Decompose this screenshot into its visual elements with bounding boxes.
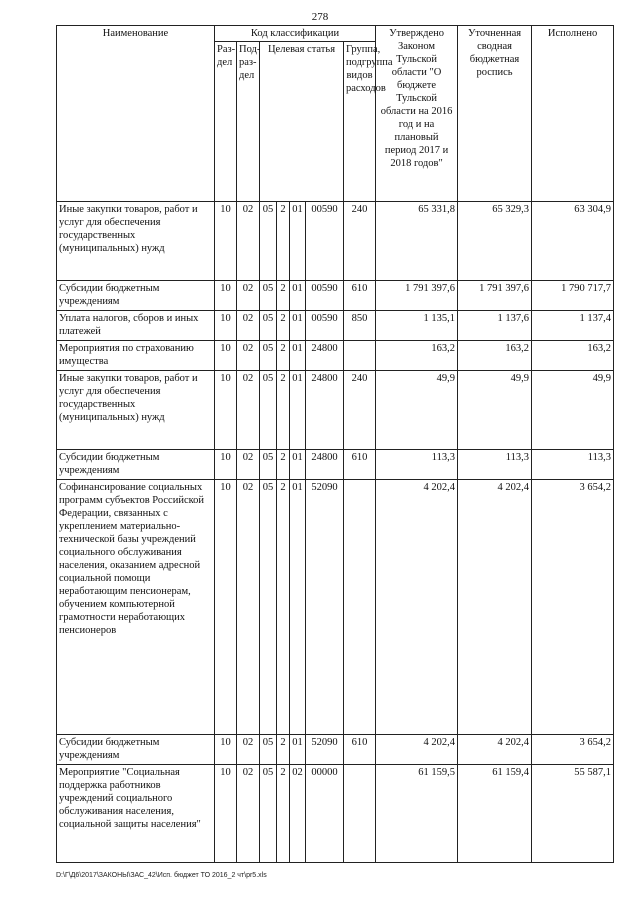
header-expense-group: Группа, подгруппа видов расходов (344, 42, 376, 202)
row-subsection: 02 (237, 281, 260, 311)
table-row (57, 371, 614, 450)
row-section: 10 (215, 450, 237, 480)
row-name: Иные закупки товаров, работ и услуг для обеспечения государственных (муниципальных) нужд (57, 371, 215, 450)
row-article-part-3: 01 (290, 311, 306, 341)
row-subsection: 02 (237, 450, 260, 480)
row-name: Мероприятия по страхованию имущества (57, 341, 215, 371)
row-section: 10 (215, 341, 237, 371)
table-row (57, 311, 614, 341)
row-executed: 55 587,1 (532, 765, 614, 863)
row-article-part-2: 2 (277, 480, 290, 735)
row-expense-group: 240 (344, 371, 376, 450)
footer-file-path: D:\Г\Д6\2017\ЗАКОНЫ\ЗАС_42\Исп. бюджет ТО 2016_2 чт\pr5.xls (56, 872, 267, 879)
header-approved: Утверждено Законом Тульской области "О бюджете Тульской области на 2016 год и на плановый период 2017 и 2018 годов" (376, 26, 458, 202)
row-refined: 49,9 (458, 371, 532, 450)
row-expense-group (344, 765, 376, 863)
row-executed: 1 790 717,7 (532, 281, 614, 311)
table-row (57, 765, 614, 863)
row-refined: 4 202,4 (458, 735, 532, 765)
row-expense-group: 240 (344, 202, 376, 281)
row-name: Субсидии бюджетным учреждениям (57, 281, 215, 311)
row-refined: 1 791 397,6 (458, 281, 532, 311)
row-name: Субсидии бюджетным учреждениям (57, 735, 215, 765)
row-approved: 4 202,4 (376, 735, 458, 765)
row-article-part-2: 2 (277, 281, 290, 311)
row-article-part-3: 01 (290, 450, 306, 480)
row-approved: 163,2 (376, 341, 458, 371)
row-executed: 113,3 (532, 450, 614, 480)
row-executed: 3 654,2 (532, 480, 614, 735)
row-refined: 163,2 (458, 341, 532, 371)
row-article-part-4: 00000 (306, 765, 344, 863)
table-row (57, 480, 614, 735)
row-article-part-1: 05 (260, 311, 277, 341)
row-article-part-4: 24800 (306, 371, 344, 450)
row-executed: 1 137,4 (532, 311, 614, 341)
row-approved: 1 791 397,6 (376, 281, 458, 311)
row-subsection: 02 (237, 735, 260, 765)
row-refined: 113,3 (458, 450, 532, 480)
page-number: 278 (311, 11, 329, 23)
row-refined: 65 329,3 (458, 202, 532, 281)
row-article-part-2: 2 (277, 765, 290, 863)
row-refined: 4 202,4 (458, 480, 532, 735)
row-article-part-3: 01 (290, 202, 306, 281)
row-section: 10 (215, 765, 237, 863)
row-approved: 4 202,4 (376, 480, 458, 735)
row-article-part-2: 2 (277, 450, 290, 480)
row-article-part-4: 52090 (306, 480, 344, 735)
row-executed: 63 304,9 (532, 202, 614, 281)
row-approved: 49,9 (376, 371, 458, 450)
row-approved: 61 159,5 (376, 765, 458, 863)
row-article-part-4: 24800 (306, 450, 344, 480)
row-expense-group (344, 341, 376, 371)
row-subsection: 02 (237, 371, 260, 450)
row-section: 10 (215, 735, 237, 765)
header-refined: Уточненная сводная бюджетная роспись (458, 26, 532, 202)
table-body (57, 202, 614, 863)
row-article-part-4: 00590 (306, 202, 344, 281)
row-article-part-1: 05 (260, 371, 277, 450)
row-article-part-4: 00590 (306, 311, 344, 341)
row-subsection: 02 (237, 341, 260, 371)
row-article-part-4: 00590 (306, 281, 344, 311)
header-executed: Исполнено (532, 26, 614, 202)
row-executed: 3 654,2 (532, 735, 614, 765)
table-row (57, 341, 614, 371)
row-article-part-2: 2 (277, 311, 290, 341)
row-article-part-2: 2 (277, 341, 290, 371)
row-article-part-1: 05 (260, 480, 277, 735)
header-name: Наименование (57, 26, 215, 202)
row-subsection: 02 (237, 765, 260, 863)
table-row (57, 735, 614, 765)
row-section: 10 (215, 371, 237, 450)
row-executed: 49,9 (532, 371, 614, 450)
row-section: 10 (215, 311, 237, 341)
row-subsection: 02 (237, 202, 260, 281)
header-classification-code: Код классификации (215, 26, 376, 42)
row-article-part-3: 01 (290, 735, 306, 765)
row-refined: 1 137,6 (458, 311, 532, 341)
header-target-article: Целевая статья (260, 42, 344, 202)
row-expense-group (344, 480, 376, 735)
row-article-part-1: 05 (260, 735, 277, 765)
row-approved: 65 331,8 (376, 202, 458, 281)
row-article-part-4: 24800 (306, 341, 344, 371)
row-expense-group: 850 (344, 311, 376, 341)
row-name: Софинансирование социальных программ субъектов Российской Федерации, связанных с укреплением материально-технической базы учреждений социального обслуживания населения, оказанием адресной социальной помощи неработающим пенсионерам, обучением компьютерной грамотности неработающих пенсионеров (57, 480, 215, 735)
row-article-part-3: 02 (290, 765, 306, 863)
row-expense-group: 610 (344, 735, 376, 765)
row-refined: 61 159,4 (458, 765, 532, 863)
row-article-part-1: 05 (260, 202, 277, 281)
row-article-part-2: 2 (277, 202, 290, 281)
row-section: 10 (215, 480, 237, 735)
row-article-part-3: 01 (290, 341, 306, 371)
header-section: Раз-дел (215, 42, 237, 202)
row-article-part-1: 05 (260, 281, 277, 311)
row-executed: 163,2 (532, 341, 614, 371)
row-article-part-1: 05 (260, 765, 277, 863)
table-row (57, 450, 614, 480)
row-article-part-2: 2 (277, 371, 290, 450)
budget-table (56, 25, 614, 863)
row-name: Субсидии бюджетным учреждениям (57, 450, 215, 480)
row-approved: 113,3 (376, 450, 458, 480)
row-article-part-3: 01 (290, 371, 306, 450)
row-subsection: 02 (237, 480, 260, 735)
row-section: 10 (215, 202, 237, 281)
row-article-part-4: 52090 (306, 735, 344, 765)
row-name: Иные закупки товаров, работ и услуг для обеспечения государственных (муниципальных) нужд (57, 202, 215, 281)
row-expense-group: 610 (344, 450, 376, 480)
row-article-part-2: 2 (277, 735, 290, 765)
row-section: 10 (215, 281, 237, 311)
table-row (57, 202, 614, 281)
row-article-part-3: 01 (290, 281, 306, 311)
row-article-part-3: 01 (290, 480, 306, 735)
row-name: Уплата налогов, сборов и иных платежей (57, 311, 215, 341)
table-row (57, 281, 614, 311)
header-subsection: Под-раз-дел (237, 42, 260, 202)
row-article-part-1: 05 (260, 450, 277, 480)
row-name: Мероприятие "Социальная поддержка работников учреждений социального обслуживания населения, социальной защиты населения" (57, 765, 215, 863)
row-approved: 1 135,1 (376, 311, 458, 341)
row-subsection: 02 (237, 311, 260, 341)
row-article-part-1: 05 (260, 341, 277, 371)
row-expense-group: 610 (344, 281, 376, 311)
